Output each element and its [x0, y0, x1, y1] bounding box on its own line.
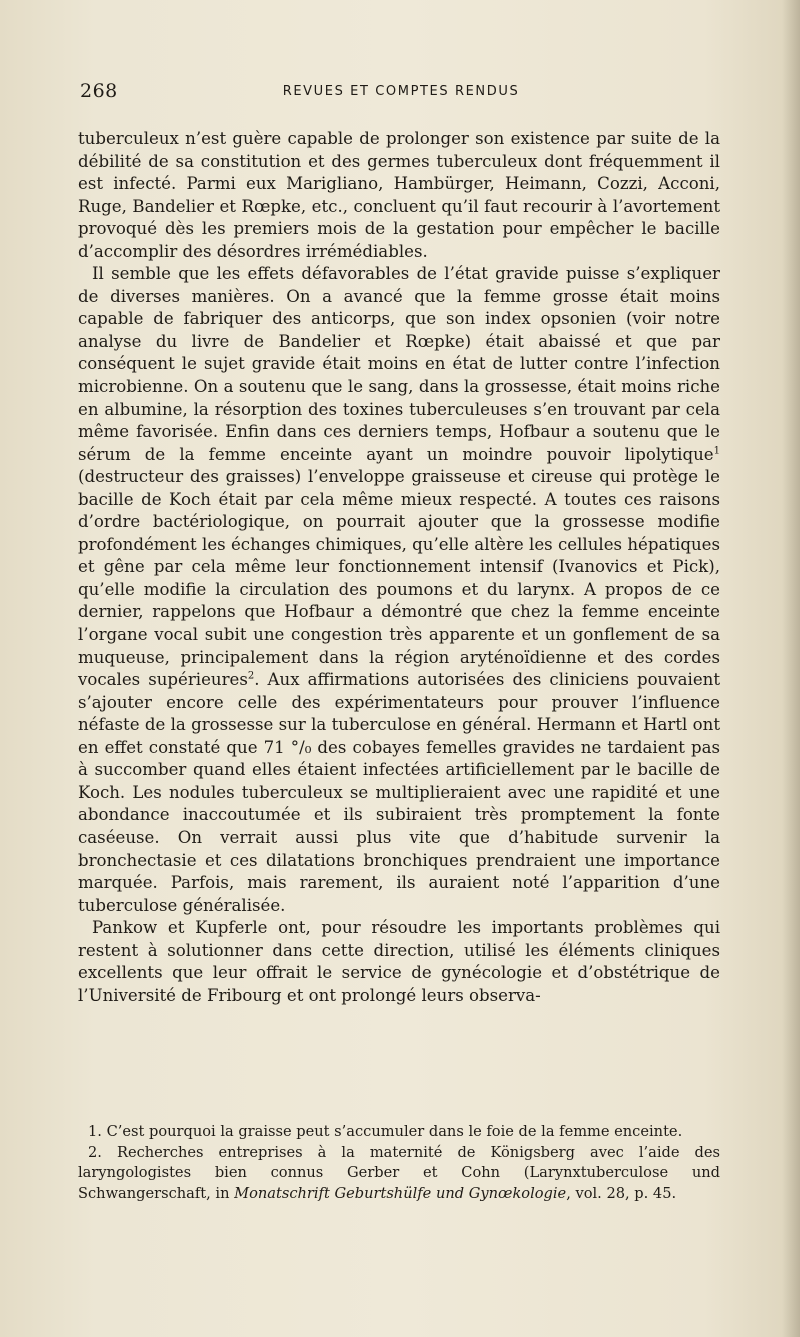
footnote-ref-2: 2 [247, 670, 255, 682]
page-edge-shadow [782, 0, 800, 1337]
paragraph-3: Pankow et Kupferle ont, pour résoudre les importants problèmes qui restent à solutionner dans cette direction, utilisé les éléments cliniques excellents que leur offrait le service de gynécologie et d’obstétrique de l’Université de Fribourg et ont prolongé leurs observa- [78, 918, 720, 1005]
paragraph-2-part-1: Il semble que les effets défavorables de l’état gravide puisse s’expliquer de diverses manières. On a avancé que la femme grosse était moins capable de fabriquer des anticorps, que son index opsonien (voir notre analyse du livre de Bandelier et Rœpke) était abaissé et que par conséquent le sujet gravide était moins en état de lutter contre l’infection microbienne. On a soutenu que le sang, dans la grossesse, était moins riche en albumine, la résorption des toxines tuberculeuses s’en trouvant par cela même favorisée. Enfin dans ces derniers temps, Hofbaur a soutenu que le sérum de la femme enceinte ayant un moindre pouvoir lipolytique [78, 264, 720, 464]
footnote-2-journal: Monatschrift Geburtshülfe und Gynœkologie [234, 1184, 567, 1202]
footnote-ref-1: 1 [713, 445, 720, 457]
footnote-2-text: 2. Recherches entreprises à la maternité de Königsberg avec l’aide des laryngologistes bien connus Gerber et Cohn (Larynxtuberculose und Schwangerschaft, in [78, 1143, 720, 1202]
paragraph-1: tuberculeux n’est guère capable de prolonger son existence par suite de la débilité de sa constitution et des germes tuberculeux dont fréquemment il est infecté. Parmi eux Marigliano, Hambürger, Heimann, Cozzi, Acconi, Ruge, Bandelier et Rœpke, etc., concluent qu’il faut recourir à l’avortement provoqué dès les premiers mois de la gestation pour empêcher le bacille d’accomplir des désordres irrémédiables. [78, 129, 720, 261]
paragraph-2-part-3: . Aux affirmations autorisées des cliniciens pouvaient s’ajouter encore celle des expérimentateurs pour prouver l’influence néfaste de la grossesse sur la tuberculose en général. Hermann et Hartl ont en effet constaté que 71 °/₀ des cobayes femelles gravides ne tardaient pas à succomber quand elles étaient infectées artificiellement par le bacille de Koch. Les nodules tuberculeux se multiplieraient avec une rapidité et une abondance inaccoutumée et ils subiraient très promptement la fonte caséeuse. On verrait aussi plus vite que d’habitude survenir la bronchectasie et ces dilatations bronchiques prendraient une importance marquée. Parfois, mais rarement, ils auraient noté l’apparition d’une tuberculose généralisée. [78, 670, 720, 915]
page-header [78, 80, 724, 104]
footnotes [78, 1122, 720, 1204]
paragraph-2-part-2: (destructeur des graisses) l’enveloppe graisseuse et cireuse qui protège le bacille de Koch était par cela même mieux respecté. A toutes ces raisons d’ordre bactériologique, on pourrait ajouter que la grossesse modifie profondément les échanges chimiques, qu’elle altère les cellules hépatiques et gêne par cela même leur fonctionnement intensif (Ivanovics et Pick), qu’elle modifie la circulation des poumons et du larynx. A propos de ce dernier, rappelons que Hofbaur a démontré que chez la femme enceinte l’organe vocal subit une congestion très apparente et un gonflement de sa muqueuse, principalement dans la région aryténoïdienne et des cordes vocales supérieures [78, 467, 720, 690]
page-number: 268 [80, 80, 118, 102]
footnote-2-citation: , vol. 28, p. 45. [566, 1184, 677, 1202]
body-text [78, 128, 720, 1007]
footnote-1: 1. C’est pourquoi la graisse peut s’accumuler dans le foie de la femme enceinte. [88, 1123, 683, 1140]
running-head: REVUES ET COMPTES RENDUS [282, 84, 520, 99]
footnote-2 [78, 1143, 720, 1205]
paragraph-2 [78, 263, 720, 917]
